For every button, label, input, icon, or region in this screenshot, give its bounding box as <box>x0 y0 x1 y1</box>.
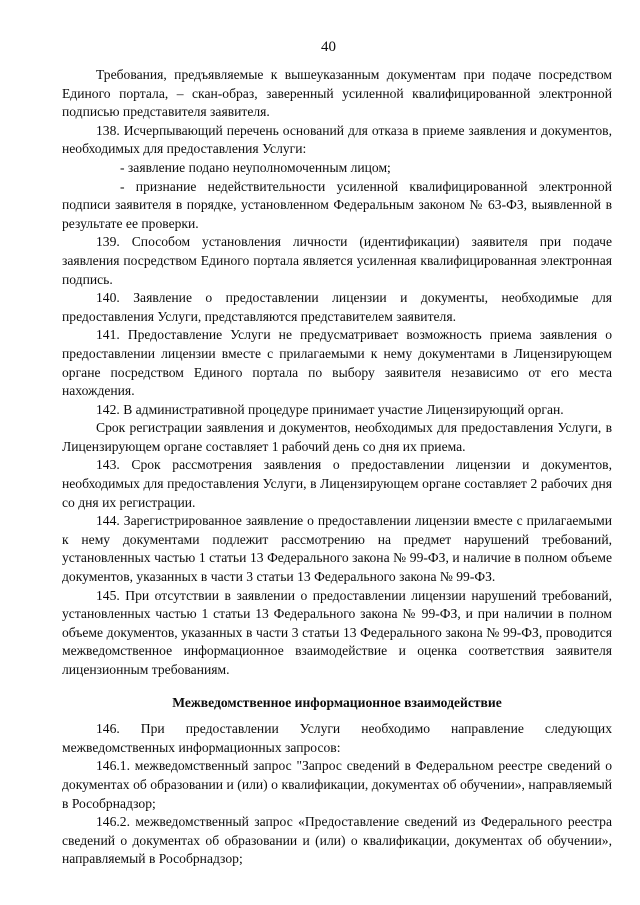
paragraph-138: 138. Исчерпывающий перечень оснований для отказа в приеме заявления и документов, необходимых для предоставления Услуги: <box>62 122 612 157</box>
paragraph-142: 142. В административной процедуре принимает участие Лицензирующий орган. <box>96 401 564 417</box>
paragraph-140: 140. Заявление о предоставлении лицензии и документы, необходимые для предоставления Услуги, представляются представителем заявителя. <box>62 290 612 324</box>
paragraph-139: 139. Способом установления личности (идентификации) заявителя при подаче заявления посредством Единого портала является усиленная квалифицированная электронная подпись. <box>62 234 612 287</box>
list-item-unauthorized: - заявление подано неуполномоченным лицом; <box>120 159 391 175</box>
paragraph-145: 145. При отсутствии в заявлении о предоставлении лицензии нарушений требований, установленных частью 1 статьи 13 Федерального закона № 99-ФЗ, и при наличии в полном объеме документов, указанных в части 3 статьи 13 Федерального закона № 99-ФЗ, проводится межведомственное информационное взаимодействие и оценка соответствия заявителя лицензионным требованиям. <box>62 587 612 677</box>
paragraph-143: 143. Срок рассмотрения заявления о предоставлении лицензии и документов, необходимых для предоставления Услуги, в Лицензирующем органе составляет 2 рабочих дня со дня их регистрации. <box>62 457 612 510</box>
page-number: 40 <box>321 39 336 55</box>
paragraph-141: 141. Предоставление Услуги не предусматривает возможность приема заявления о предоставлении лицензии вместе с прилагаемыми к нему документами в Лицензирующем органе посредством Единого портала по выбору заявителя независимо от его места нахождения. <box>62 327 612 399</box>
paragraph-146: 146. При предоставлении Услуги необходимо направление следующих межведомственных информационных запросов: <box>62 721 612 755</box>
list-item-signature-invalid: - признание недействительности усиленной квалифицированной электронной подписи заявителя в порядке, установленном Федеральным законом № 63-ФЗ, выявленной в результате ее проверки. <box>62 178 612 231</box>
paragraph-144: 144. Зарегистрированное заявление о предоставлении лицензии вместе с прилагаемыми к нему документами подлежит рассмотрению на предмет нарушений требований, установленных частью 1 статьи 13 Федерального закона № 99-ФЗ, и наличие в полном объеме документов, указанных в части 3 статьи 13 Федерального закона № 99-ФЗ. <box>62 513 612 585</box>
document-body <box>62 66 612 869</box>
paragraph-146-2: 146.2. межведомственный запрос «Предоставление сведений из Федерального реестра сведений о документах об образовании и (или) о квалификации, документах об обучении», направляемый в Рособрнадзор; <box>62 814 612 867</box>
section-heading: Межведомственное информационное взаимодействие <box>172 694 502 710</box>
paragraph-requirements: Требования, предъявляемые к вышеуказанным документам при подаче посредством Единого портала, – скан-образ, заверенный усиленной квалифицированной электронной подписью представителя заявителя. <box>62 67 612 120</box>
paragraph-registration-term: Срок регистрации заявления и документов, необходимых для предоставления Услуги, в Лицензирующем органе составляет 1 рабочий день со дня их приема. <box>62 420 612 454</box>
paragraph-146-1: 146.1. межведомственный запрос "Запрос сведений в Федеральном реестре сведений о документах об образовании и (или) о квалификации, документах об обучении», направляемый в Рособрнадзор; <box>62 758 612 811</box>
